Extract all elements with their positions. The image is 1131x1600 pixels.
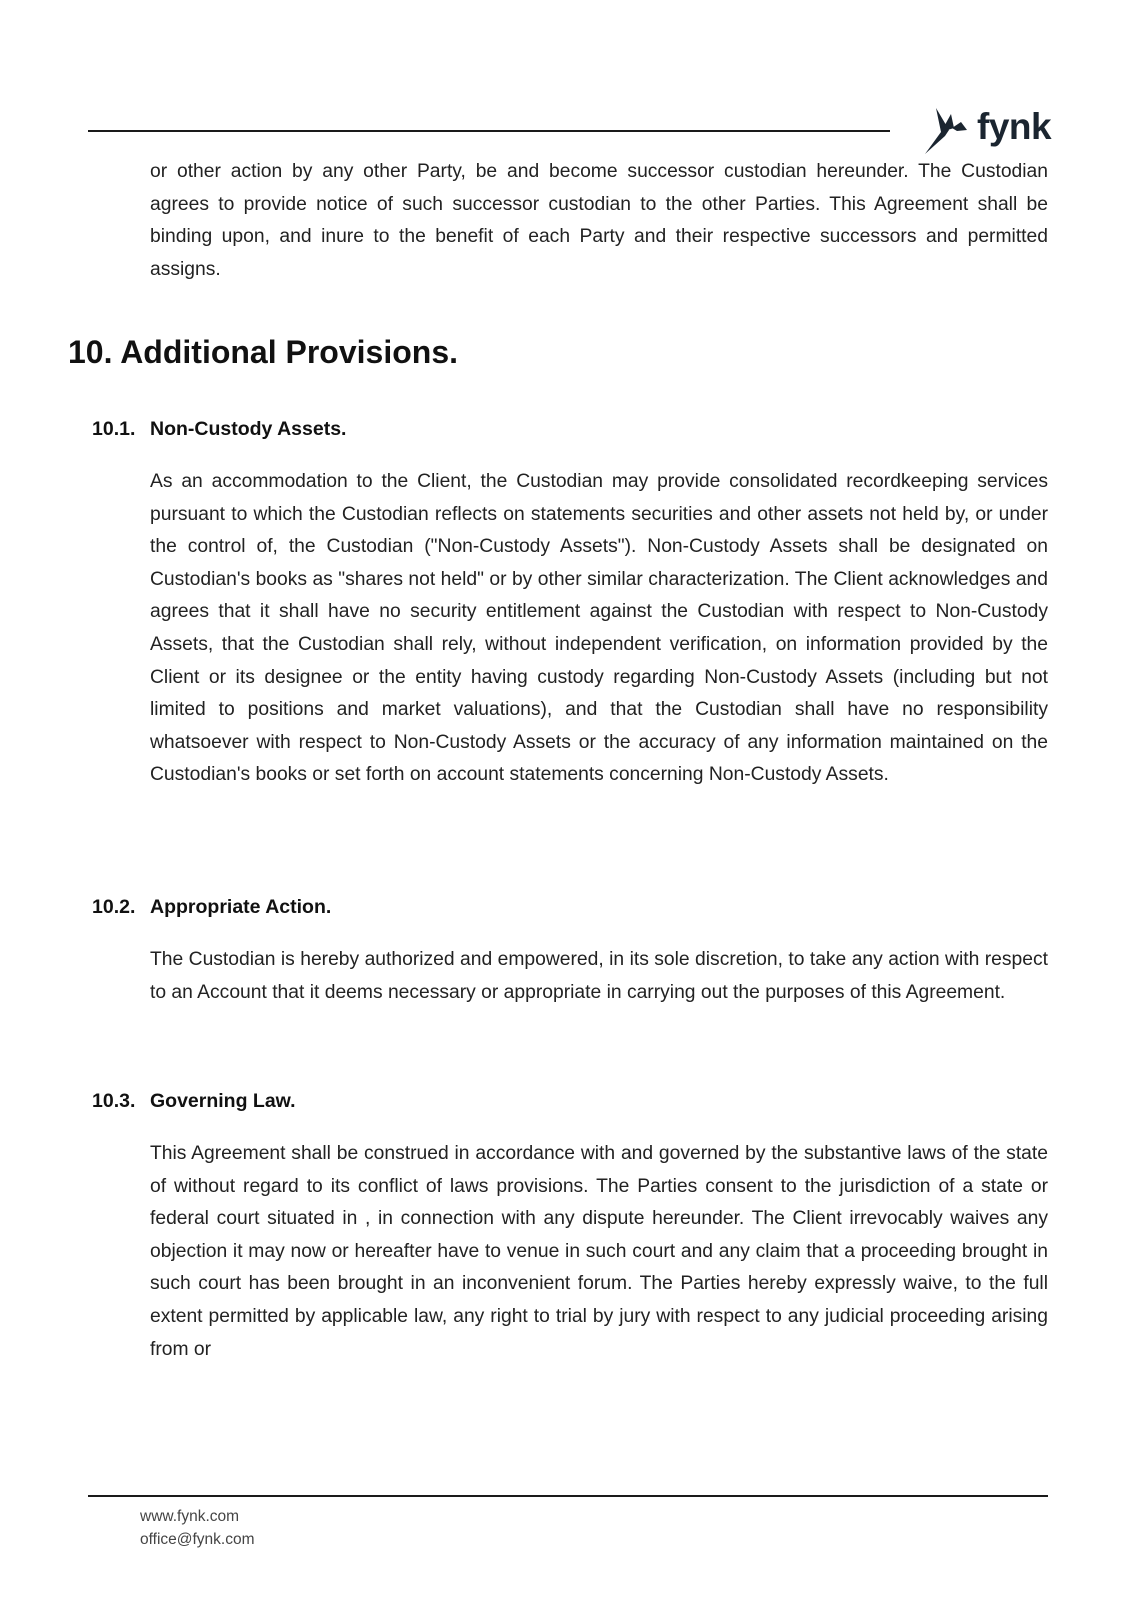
fynk-logo <box>921 104 1051 156</box>
bird-icon <box>921 106 971 156</box>
subsection-number: 10.2. <box>92 896 136 918</box>
subsection-heading-10-3 <box>92 1090 296 1113</box>
subsection-heading-10-2 <box>92 896 331 919</box>
intro-paragraph: or other action by any other Party, be and become successor custodian hereunder. The Custodian agrees to provide notice of such successor custodian to the other Parties. This Agreement shall be binding upon, and inure to the benefit of each Party and their respective successors and permitted assigns. <box>150 161 1048 280</box>
subsection-body-10-1: As an accommodation to the Client, the Custodian may provide consolidated recordkeeping services pursuant to which the Custodian reflects on statements securities and other assets not held by, or under the control of, the Custodian ("Non-Custody Assets"). Non-Custody Assets shall be designated on Custodian's books as "shares not held" or by other similar characterization. The Client acknowledges and agrees that it shall have no security entitlement against the Custodian with respect to Non-Custody Assets, that the Custodian shall rely, without independent verification, on information provided by the Client or its designee or the entity having custody regarding Non-Custody Assets (including but not limited to positions and market valuations), and that the Custodian shall have no responsibility whatsoever with respect to Non-Custody Assets or the accuracy of any information maintained on the Custodian's books or set forth on account statements concerning Non-Custody Assets. <box>150 471 1048 786</box>
subsection-heading-10-1 <box>92 418 346 441</box>
footer-website[interactable]: www.fynk.com <box>140 1508 240 1525</box>
subsection-title: Appropriate Action. <box>150 896 332 918</box>
section-title: Additional Provisions. <box>120 334 458 370</box>
subsection-number: 10.3. <box>92 1090 136 1112</box>
footer-divider <box>88 1495 1048 1497</box>
section-number: 10. <box>68 334 113 370</box>
subsection-number: 10.1. <box>92 418 136 440</box>
subsection-title: Governing Law. <box>150 1090 296 1112</box>
subsection-title: Non-Custody Assets. <box>150 418 347 440</box>
header-divider <box>88 130 890 132</box>
section-heading <box>68 334 458 371</box>
subsection-body-10-2: The Custodian is hereby authorized and empowered, in its sole discretion, to take any action with respect to an Account that it deems necessary or appropriate in carrying out the purposes of this Agreement. <box>150 949 1048 1003</box>
logo-text: fynk <box>977 106 1052 147</box>
subsection-body-10-3: This Agreement shall be construed in accordance with and governed by the substantive laws of the state of without regard to its conflict of laws provisions. The Parties consent to the jurisdiction of a state or federal court situated in , in connection with any dispute hereunder. The Client irrevocably waives any objection it may now or hereafter have to venue in such court and any claim that a proceeding brought in such court has been brought in an inconvenient forum. The Parties hereby expressly waive, to the full extent permitted by applicable law, any right to trial by jury with respect to any judicial proceeding arising from or <box>150 1143 1048 1360</box>
footer-email[interactable]: office@fynk.com <box>140 1531 255 1548</box>
